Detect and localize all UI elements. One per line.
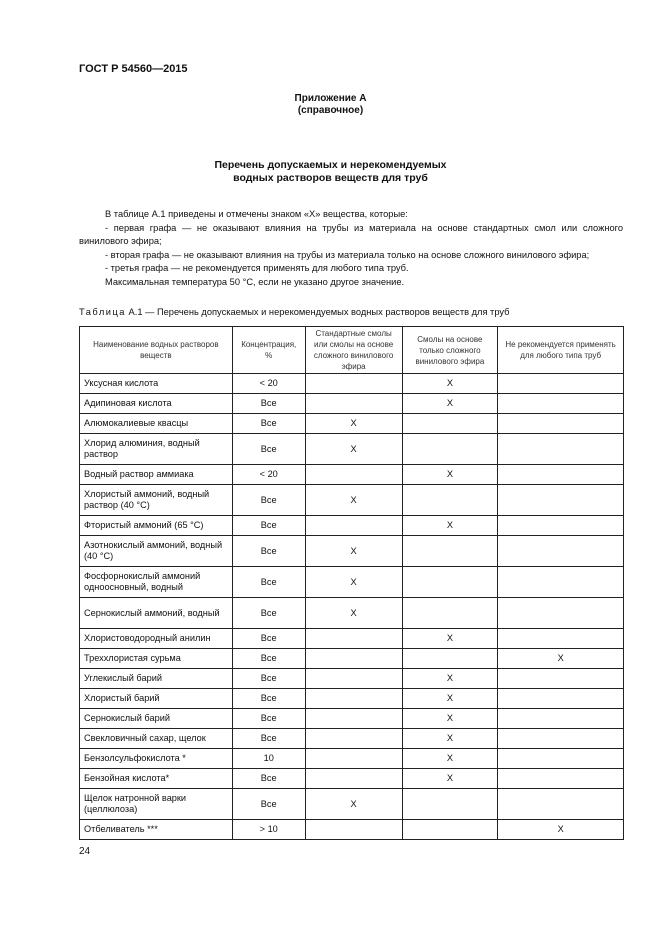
- substance-name: Хлористый аммоний, водный раствор (40 °С): [80, 485, 233, 516]
- mark-cell: X: [402, 769, 498, 789]
- mark-cell: X: [402, 516, 498, 536]
- substance-name: Хлористый барий: [80, 689, 233, 709]
- mark-cell: [305, 465, 402, 485]
- substance-name: Адипиновая кислота: [80, 394, 233, 414]
- mark-cell: [498, 536, 624, 567]
- mark-cell: [498, 465, 624, 485]
- table-row: [80, 567, 624, 598]
- mark-cell: [305, 820, 402, 840]
- table-row: [80, 789, 624, 820]
- heading-line-1: Перечень допускаемых и нерекомендуемых: [214, 159, 447, 171]
- substance-name: Сернокислый аммоний, водный: [80, 598, 233, 629]
- mark-cell: [498, 749, 624, 769]
- table-row: [80, 649, 624, 669]
- column-header: Стандартные смолы или смолы на основе сложного винилового эфира: [305, 327, 402, 374]
- concentration: Все: [232, 516, 305, 536]
- mark-cell: X: [305, 598, 402, 629]
- substance-name: Фосфорнокислый аммоний одноосновный, водный: [80, 567, 233, 598]
- column-header: Наименование водных растворов веществ: [80, 327, 233, 374]
- mark-cell: [498, 374, 624, 394]
- substance-name: Отбеливатель ***: [80, 820, 233, 840]
- mark-cell: [498, 789, 624, 820]
- column-header: Смолы на основе только сложного винилового эфира: [402, 327, 498, 374]
- column-header: Не рекомендуется применять для любого типа труб: [498, 327, 624, 374]
- concentration: Все: [232, 729, 305, 749]
- mark-cell: [402, 485, 498, 516]
- caption-prefix: Таблица: [79, 307, 126, 317]
- concentration: Все: [232, 485, 305, 516]
- substance-name: Треххлористая сурьма: [80, 649, 233, 669]
- mark-cell: [402, 536, 498, 567]
- substance-name: Уксусная кислота: [80, 374, 233, 394]
- concentration: Все: [232, 649, 305, 669]
- page-number: 24: [79, 846, 91, 857]
- substance-name: Сернокислый барий: [80, 709, 233, 729]
- table-row: [80, 394, 624, 414]
- concentration: < 20: [232, 465, 305, 485]
- mark-cell: [305, 749, 402, 769]
- mark-cell: [498, 629, 624, 649]
- mark-cell: [305, 394, 402, 414]
- mark-cell: X: [305, 414, 402, 434]
- substance-name: Азотнокислый аммоний, водный (40 °С): [80, 536, 233, 567]
- mark-cell: [305, 516, 402, 536]
- mark-cell: X: [402, 689, 498, 709]
- mark-cell: [498, 394, 624, 414]
- mark-cell: [305, 374, 402, 394]
- mark-cell: [305, 669, 402, 689]
- mark-cell: [498, 769, 624, 789]
- column-header: Концентрация, %: [232, 327, 305, 374]
- mark-cell: [305, 629, 402, 649]
- substance-name: Фтористый аммоний (65 °С): [80, 516, 233, 536]
- concentration: > 10: [232, 820, 305, 840]
- mark-cell: [305, 729, 402, 749]
- mark-cell: [402, 789, 498, 820]
- concentration: Все: [232, 536, 305, 567]
- mark-cell: [498, 669, 624, 689]
- table-row: [80, 729, 624, 749]
- mark-cell: X: [402, 465, 498, 485]
- table-row: [80, 598, 624, 629]
- substance-name: Щелок натронной варки (целлюлоза): [80, 789, 233, 820]
- table-row: [80, 820, 624, 840]
- mark-cell: [402, 567, 498, 598]
- mark-cell: X: [402, 709, 498, 729]
- mark-cell: [498, 414, 624, 434]
- concentration: Все: [232, 689, 305, 709]
- mark-cell: [402, 414, 498, 434]
- mark-cell: X: [498, 649, 624, 669]
- mark-cell: [498, 485, 624, 516]
- table-row: [80, 709, 624, 729]
- concentration: Все: [232, 394, 305, 414]
- mark-cell: X: [305, 567, 402, 598]
- table-row: [80, 485, 624, 516]
- intro-paragraph: Максимальная температура 50 °С, если не указано другое значение.: [105, 276, 405, 287]
- substance-name: Хлорид алюминия, водный раствор: [80, 434, 233, 465]
- substance-name: Водный раствор аммиака: [80, 465, 233, 485]
- intro-paragraph: - вторая графа — не оказывают влияния на трубы из материала только на основе сложного винилового эфира;: [105, 249, 590, 260]
- mark-cell: [402, 820, 498, 840]
- table-row: [80, 465, 624, 485]
- appendix-subtitle: (справочное): [297, 105, 364, 116]
- mark-cell: [498, 567, 624, 598]
- concentration: Все: [232, 769, 305, 789]
- mark-cell: X: [402, 729, 498, 749]
- concentration: 10: [232, 749, 305, 769]
- mark-cell: X: [402, 749, 498, 769]
- table-row: [80, 536, 624, 567]
- mark-cell: X: [305, 434, 402, 465]
- mark-cell: [305, 769, 402, 789]
- mark-cell: [498, 709, 624, 729]
- table-row: [80, 769, 624, 789]
- table-row: [80, 414, 624, 434]
- mark-cell: [402, 598, 498, 629]
- mark-cell: X: [402, 669, 498, 689]
- substance-name: Свекловичный сахар, щелок: [80, 729, 233, 749]
- mark-cell: X: [305, 789, 402, 820]
- table-row: [80, 516, 624, 536]
- mark-cell: [498, 598, 624, 629]
- concentration: Все: [232, 598, 305, 629]
- concentration: Все: [232, 709, 305, 729]
- mark-cell: X: [402, 394, 498, 414]
- mark-cell: [498, 516, 624, 536]
- mark-cell: [498, 434, 624, 465]
- table-row: [80, 749, 624, 769]
- mark-cell: X: [305, 536, 402, 567]
- substance-name: Хлористоводородный анилин: [80, 629, 233, 649]
- standard-header: ГОСТ Р 54560—2015: [79, 63, 188, 75]
- intro-paragraph: В таблице А.1 приведены и отмечены знаком «Х» вещества, которые:: [105, 209, 408, 219]
- mark-cell: [402, 434, 498, 465]
- concentration: < 20: [232, 374, 305, 394]
- concentration: Все: [232, 629, 305, 649]
- caption-text: А.1 — Перечень допускаемых и нерекомендуемых водных растворов веществ для труб: [125, 307, 510, 317]
- table-header-row: [80, 327, 624, 374]
- mark-cell: X: [402, 374, 498, 394]
- intro-paragraph: - третья графа — не рекомендуется применять для любого типа труб.: [105, 263, 409, 274]
- concentration: Все: [232, 567, 305, 598]
- substance-name: Алюмокалиевые квасцы: [80, 414, 233, 434]
- table-row: [80, 689, 624, 709]
- table-row: [80, 434, 624, 465]
- table-row: [80, 374, 624, 394]
- mark-cell: X: [498, 820, 624, 840]
- table-row: [80, 629, 624, 649]
- table-caption: [79, 307, 509, 317]
- intro-paragraph: - первая графа — не оказывают влияния на трубы из материала на основе стандартных смол или сложного винилового эфира;: [79, 222, 623, 247]
- mark-cell: [305, 709, 402, 729]
- mark-cell: [498, 729, 624, 749]
- concentration: Все: [232, 434, 305, 465]
- substance-name: Углекислый барий: [80, 669, 233, 689]
- intro-text: [79, 208, 623, 290]
- mark-cell: [305, 649, 402, 669]
- mark-cell: [305, 689, 402, 709]
- concentration: Все: [232, 414, 305, 434]
- mark-cell: [498, 689, 624, 709]
- concentration: Все: [232, 789, 305, 820]
- substance-name: Бензолсульфокислота *: [80, 749, 233, 769]
- mark-cell: X: [402, 629, 498, 649]
- substance-name: Бензойная кислота*: [80, 769, 233, 789]
- heading-line-2: водных растворов веществ для труб: [233, 172, 428, 184]
- appendix-title: Приложение А: [294, 93, 367, 104]
- concentration: Все: [232, 669, 305, 689]
- mark-cell: X: [305, 485, 402, 516]
- table-row: [80, 669, 624, 689]
- mark-cell: [402, 649, 498, 669]
- substances-table: [79, 326, 624, 840]
